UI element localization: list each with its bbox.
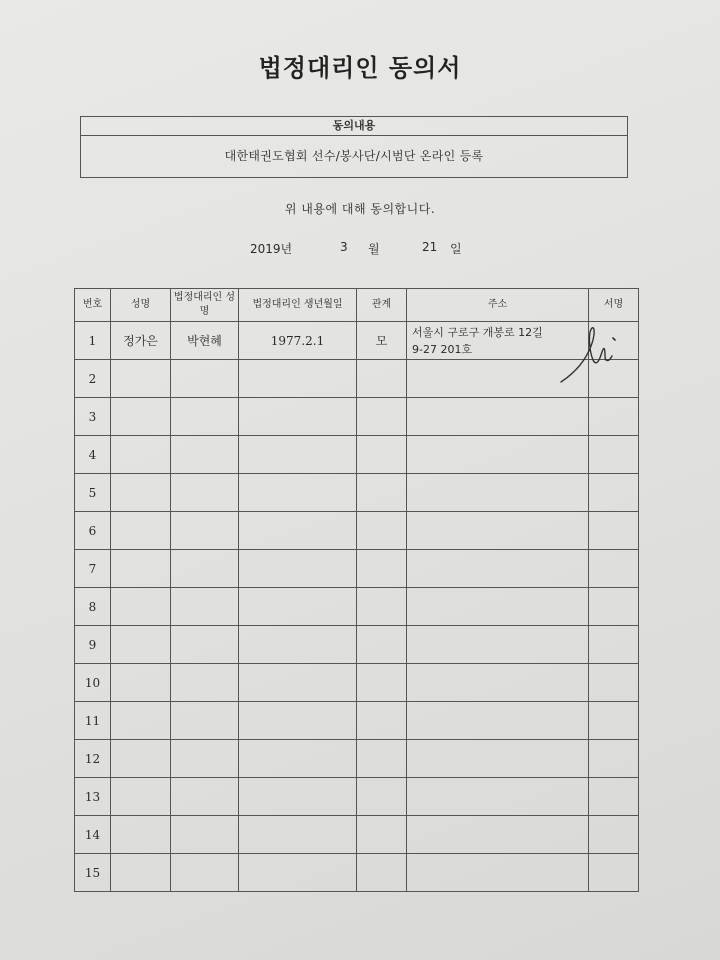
empty-cell [357, 740, 407, 778]
empty-cell [239, 778, 357, 816]
empty-cell [239, 854, 357, 892]
table-row [75, 512, 639, 550]
row-number: 7 [75, 550, 111, 588]
empty-cell [357, 512, 407, 550]
empty-cell [357, 626, 407, 664]
empty-cell [111, 740, 171, 778]
row-number: 11 [75, 702, 111, 740]
empty-cell [407, 626, 589, 664]
table-row [75, 740, 639, 778]
empty-cell [171, 588, 239, 626]
row-number: 4 [75, 436, 111, 474]
empty-cell [589, 512, 639, 550]
date-year: 2019년 [250, 242, 293, 256]
empty-cell [407, 512, 589, 550]
date-day: 21 [422, 240, 438, 254]
empty-cell [171, 436, 239, 474]
empty-cell [239, 550, 357, 588]
row-number: 9 [75, 626, 111, 664]
agree-statement: 위 내용에 대해 동의합니다. [284, 202, 436, 216]
address-line-1: 서울시 구로구 개봉로 12길 [412, 325, 543, 339]
consent-box [80, 116, 628, 178]
empty-cell [407, 398, 589, 436]
empty-cell [111, 854, 171, 892]
table-row [75, 626, 639, 664]
empty-cell [357, 816, 407, 854]
table-row [75, 702, 639, 740]
row-number: 15 [75, 854, 111, 892]
row-number: 14 [75, 816, 111, 854]
empty-cell [407, 702, 589, 740]
header-guardian-name: 법정대리인 성명 [171, 289, 239, 322]
relation: 모 [357, 322, 407, 360]
empty-cell [239, 474, 357, 512]
empty-cell [407, 588, 589, 626]
empty-cell [357, 664, 407, 702]
empty-cell [111, 664, 171, 702]
date-month-label: 월 [368, 242, 380, 256]
empty-cell [111, 816, 171, 854]
table-row [75, 322, 639, 360]
empty-cell [239, 588, 357, 626]
table-row [75, 398, 639, 436]
empty-cell [357, 474, 407, 512]
empty-cell [589, 436, 639, 474]
date-day-label: 일 [450, 242, 462, 256]
row-number: 6 [75, 512, 111, 550]
empty-cell [171, 740, 239, 778]
row-number: 1 [75, 322, 111, 360]
table-row [75, 360, 639, 398]
empty-cell [111, 474, 171, 512]
empty-cell [589, 626, 639, 664]
empty-cell [171, 854, 239, 892]
empty-cell [171, 512, 239, 550]
empty-cell [239, 740, 357, 778]
table-header-row [75, 289, 639, 322]
consent-body: 대한태권도협회 선수/봉사단/시범단 온라인 등록 [224, 149, 484, 163]
empty-cell [357, 778, 407, 816]
empty-cell [589, 550, 639, 588]
empty-cell [239, 360, 357, 398]
empty-cell [111, 398, 171, 436]
document-title: 법정대리인 동의서 [258, 54, 462, 82]
empty-cell [111, 588, 171, 626]
table-row [75, 816, 639, 854]
empty-cell [171, 816, 239, 854]
consent-header: 동의내용 [81, 117, 627, 136]
empty-cell [407, 778, 589, 816]
empty-cell [407, 854, 589, 892]
empty-cell [111, 512, 171, 550]
empty-cell [589, 740, 639, 778]
guardian-birth: 1977.2.1 [239, 322, 357, 360]
empty-cell [239, 398, 357, 436]
table-row [75, 664, 639, 702]
table-row [75, 436, 639, 474]
empty-cell [171, 474, 239, 512]
header-relation: 관계 [357, 289, 407, 322]
empty-cell [589, 778, 639, 816]
empty-cell [111, 778, 171, 816]
table-row [75, 778, 639, 816]
header-signature: 서명 [589, 289, 639, 322]
empty-cell [171, 778, 239, 816]
row-number: 10 [75, 664, 111, 702]
row-number: 5 [75, 474, 111, 512]
empty-cell [407, 436, 589, 474]
header-number: 번호 [75, 289, 111, 322]
table-row [75, 588, 639, 626]
empty-cell [239, 664, 357, 702]
empty-cell [589, 474, 639, 512]
header-guardian-birth: 법정대리인 생년월일 [239, 289, 357, 322]
empty-cell [357, 550, 407, 588]
empty-cell [407, 740, 589, 778]
empty-cell [357, 702, 407, 740]
empty-cell [407, 816, 589, 854]
empty-cell [357, 398, 407, 436]
empty-cell [589, 854, 639, 892]
empty-cell [239, 816, 357, 854]
empty-cell [171, 702, 239, 740]
empty-cell [171, 360, 239, 398]
table-row [75, 854, 639, 892]
empty-cell [589, 664, 639, 702]
date-month: 3 [340, 240, 348, 254]
empty-cell [239, 626, 357, 664]
empty-cell [407, 474, 589, 512]
empty-cell [171, 398, 239, 436]
row-number: 12 [75, 740, 111, 778]
empty-cell [111, 436, 171, 474]
empty-cell [111, 626, 171, 664]
handwritten-signature [555, 316, 635, 388]
empty-cell [239, 702, 357, 740]
address-line-2: 9-27 201호 [412, 342, 473, 356]
empty-cell [111, 550, 171, 588]
empty-cell [407, 664, 589, 702]
empty-cell [589, 588, 639, 626]
row-number: 3 [75, 398, 111, 436]
empty-cell [171, 626, 239, 664]
empty-cell [357, 588, 407, 626]
empty-cell [589, 702, 639, 740]
empty-cell [407, 550, 589, 588]
row-number: 8 [75, 588, 111, 626]
empty-cell [171, 550, 239, 588]
table-row [75, 550, 639, 588]
empty-cell [111, 360, 171, 398]
header-name: 성명 [111, 289, 171, 322]
row-number: 13 [75, 778, 111, 816]
empty-cell [357, 854, 407, 892]
empty-cell [111, 702, 171, 740]
empty-cell [239, 436, 357, 474]
empty-cell [589, 816, 639, 854]
header-address: 주소 [407, 289, 589, 322]
row-number: 2 [75, 360, 111, 398]
empty-cell [357, 360, 407, 398]
empty-cell [357, 436, 407, 474]
guardian-name: 박현혜 [171, 322, 239, 360]
table-row [75, 474, 639, 512]
empty-cell [171, 664, 239, 702]
empty-cell [239, 512, 357, 550]
empty-cell [589, 398, 639, 436]
student-name: 정가은 [111, 322, 171, 360]
